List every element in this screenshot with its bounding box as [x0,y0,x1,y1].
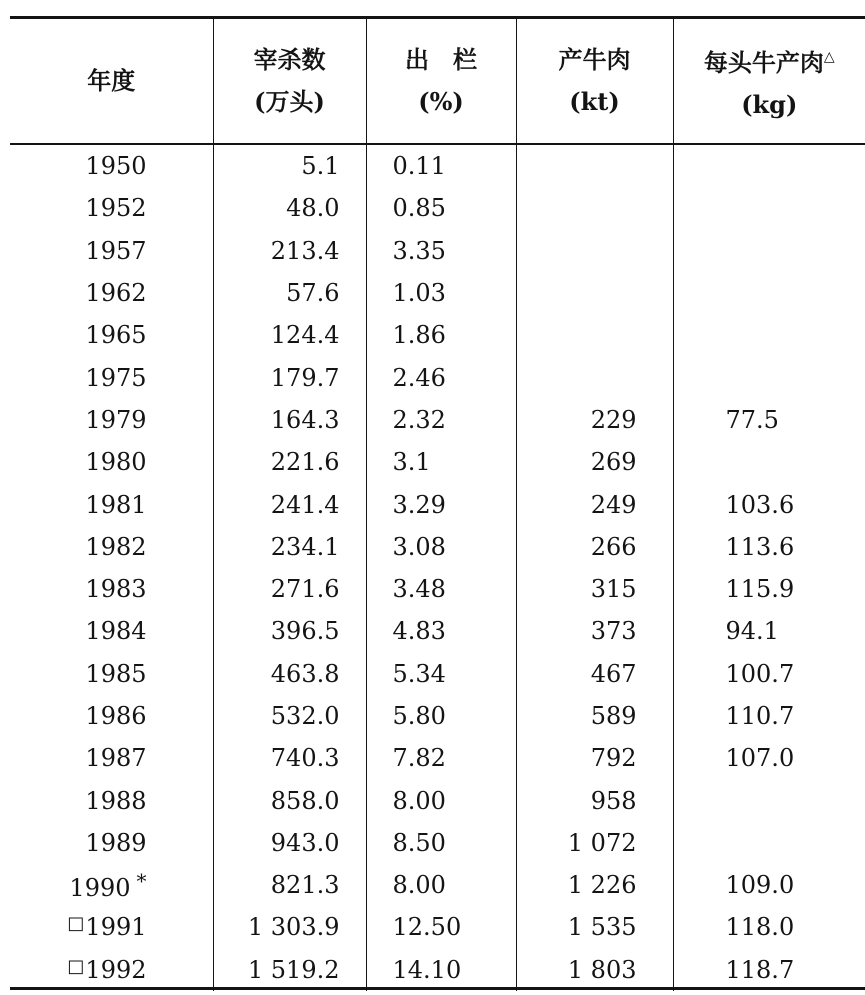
table-bottom-rule [10,987,865,990]
table-row [10,822,865,864]
beef-cell [516,144,673,187]
table-row [10,949,865,991]
year-value: 1983 [85,575,147,604]
year-value: 1962 [85,279,147,308]
perhead-cell: 113.6 [673,526,865,568]
year-cell [10,822,213,864]
offtake-cell: 0.11 [366,144,516,187]
beef-cell: 467 [516,653,673,695]
slaughter-cell: 271.6 [213,568,366,610]
slaughter-cell: 1 303.9 [213,906,366,948]
perhead-cell: 103.6 [673,483,865,525]
table-row [10,526,865,568]
year-value: 1982 [85,532,147,561]
table-row [10,144,865,187]
table-row [10,737,865,779]
slaughter-cell: 396.5 [213,610,366,652]
slaughter-cell: 48.0 [213,187,366,229]
perhead-cell: 110.7 [673,695,865,737]
header-offtake-label: 出 栏 [405,45,477,74]
offtake-cell: 5.80 [366,695,516,737]
perhead-cell: 94.1 [673,610,865,652]
header-perhead-mark: △ [823,49,835,65]
table-row [10,610,865,652]
offtake-cell: 1.03 [366,272,516,314]
header-beef-unit: (kt) [569,87,620,116]
year-cell [10,695,213,737]
beef-cell [516,187,673,229]
beef-cell: 373 [516,610,673,652]
offtake-cell: 4.83 [366,610,516,652]
table-row [10,187,865,229]
slaughter-cell: 234.1 [213,526,366,568]
header-perhead-unit: (kg) [741,90,798,119]
year-cell [10,864,213,906]
perhead-cell: 100.7 [673,653,865,695]
table-row [10,568,865,610]
offtake-cell: 8.00 [366,779,516,821]
year-value: 1950 [85,152,147,181]
year-cell [10,272,213,314]
perhead-cell [673,144,865,187]
year-value: 1989 [85,828,147,857]
year-value: 1987 [85,744,147,773]
offtake-cell: 1.86 [366,314,516,356]
year-value: 1992 [85,955,147,984]
table-row [10,272,865,314]
year-value: 1981 [85,490,147,519]
beef-cell: 269 [516,441,673,483]
year-suffix-mark: * [136,868,147,893]
offtake-cell: 7.82 [366,737,516,779]
table-row [10,779,865,821]
year-cell [10,949,213,991]
beef-cell: 792 [516,737,673,779]
beef-cell [516,230,673,272]
year-value: 1952 [85,194,147,223]
perhead-cell: 118.0 [673,906,865,948]
slaughter-cell: 5.1 [213,144,366,187]
header-perhead-label: 每头牛产肉 [703,48,824,77]
header-offtake [366,19,516,144]
beef-cell: 249 [516,483,673,525]
beef-cell [516,272,673,314]
header-beef [516,19,673,144]
beef-cell: 266 [516,526,673,568]
table-row [10,653,865,695]
table-row [10,230,865,272]
perhead-cell [673,314,865,356]
beef-cell [516,356,673,398]
slaughter-cell: 124.4 [213,314,366,356]
year-value: 1990 [69,873,131,902]
beef-cell: 315 [516,568,673,610]
header-year-label: 年度 [87,66,136,95]
year-cell [10,230,213,272]
beef-cell: 589 [516,695,673,737]
slaughter-cell: 740.3 [213,737,366,779]
beef-cell: 1 072 [516,822,673,864]
year-value: 1965 [85,321,147,350]
perhead-cell [673,356,865,398]
slaughter-cell: 463.8 [213,653,366,695]
offtake-cell: 2.32 [366,399,516,441]
slaughter-cell: 221.6 [213,441,366,483]
beef-cell: 1 535 [516,906,673,948]
perhead-cell [673,272,865,314]
offtake-cell: 3.29 [366,483,516,525]
year-cell [10,483,213,525]
header-offtake-unit: (%) [418,87,464,116]
year-value: 1984 [85,617,147,646]
table-row [10,441,865,483]
year-cell [10,737,213,779]
perhead-cell: 115.9 [673,568,865,610]
perhead-cell [673,187,865,229]
slaughter-cell: 241.4 [213,483,366,525]
header-slaughter [213,19,366,144]
year-cell [10,314,213,356]
beef-cell: 229 [516,399,673,441]
table-row [10,399,865,441]
header-perhead [673,19,865,144]
header-year [10,19,213,144]
year-cell [10,906,213,948]
offtake-cell: 8.00 [366,864,516,906]
beef-production-table [10,19,865,991]
year-cell [10,568,213,610]
table-row [10,483,865,525]
header-slaughter-unit: (万头) [254,87,325,116]
year-cell [10,653,213,695]
table-row [10,356,865,398]
perhead-cell: 109.0 [673,864,865,906]
year-cell [10,187,213,229]
offtake-cell: 3.08 [366,526,516,568]
year-cell [10,441,213,483]
slaughter-cell: 213.4 [213,230,366,272]
year-prefix-mark: □ [67,913,85,935]
beef-cell: 1 226 [516,864,673,906]
slaughter-cell: 1 519.2 [213,949,366,991]
table-header [10,19,865,144]
year-cell [10,526,213,568]
header-perhead-title [674,36,865,84]
slaughter-cell: 858.0 [213,779,366,821]
offtake-cell: 3.1 [366,441,516,483]
offtake-cell: 8.50 [366,822,516,864]
offtake-cell: 3.35 [366,230,516,272]
beef-cell: 958 [516,779,673,821]
slaughter-cell: 532.0 [213,695,366,737]
year-cell [10,144,213,187]
slaughter-cell: 821.3 [213,864,366,906]
year-cell [10,610,213,652]
table-row [10,314,865,356]
slaughter-cell: 57.6 [213,272,366,314]
slaughter-cell: 179.7 [213,356,366,398]
perhead-cell [673,230,865,272]
year-value: 1988 [85,786,147,815]
year-value: 1985 [85,659,147,688]
year-value: 1979 [85,405,147,434]
offtake-cell: 2.46 [366,356,516,398]
perhead-cell: 118.7 [673,949,865,991]
year-cell [10,356,213,398]
offtake-cell: 0.85 [366,187,516,229]
header-beef-label: 产牛肉 [558,45,631,74]
beef-cell [516,314,673,356]
offtake-cell: 5.34 [366,653,516,695]
year-value: 1991 [85,913,147,942]
perhead-cell: 77.5 [673,399,865,441]
perhead-cell [673,441,865,483]
table-row [10,695,865,737]
table-row [10,906,865,948]
year-cell [10,779,213,821]
year-prefix-mark: □ [67,955,85,977]
offtake-cell: 3.48 [366,568,516,610]
perhead-cell: 107.0 [673,737,865,779]
offtake-cell: 14.10 [366,949,516,991]
year-value: 1986 [85,702,147,730]
year-value: 1975 [85,363,147,392]
year-value: 1980 [85,448,147,477]
year-value: 1957 [85,236,147,265]
slaughter-cell: 164.3 [213,399,366,441]
perhead-cell [673,822,865,864]
header-slaughter-label: 宰杀数 [253,45,326,74]
slaughter-cell: 943.0 [213,822,366,864]
table-body [10,144,865,991]
offtake-cell: 12.50 [366,906,516,948]
table-row [10,864,865,906]
year-cell [10,399,213,441]
beef-cell: 1 803 [516,949,673,991]
perhead-cell [673,779,865,821]
